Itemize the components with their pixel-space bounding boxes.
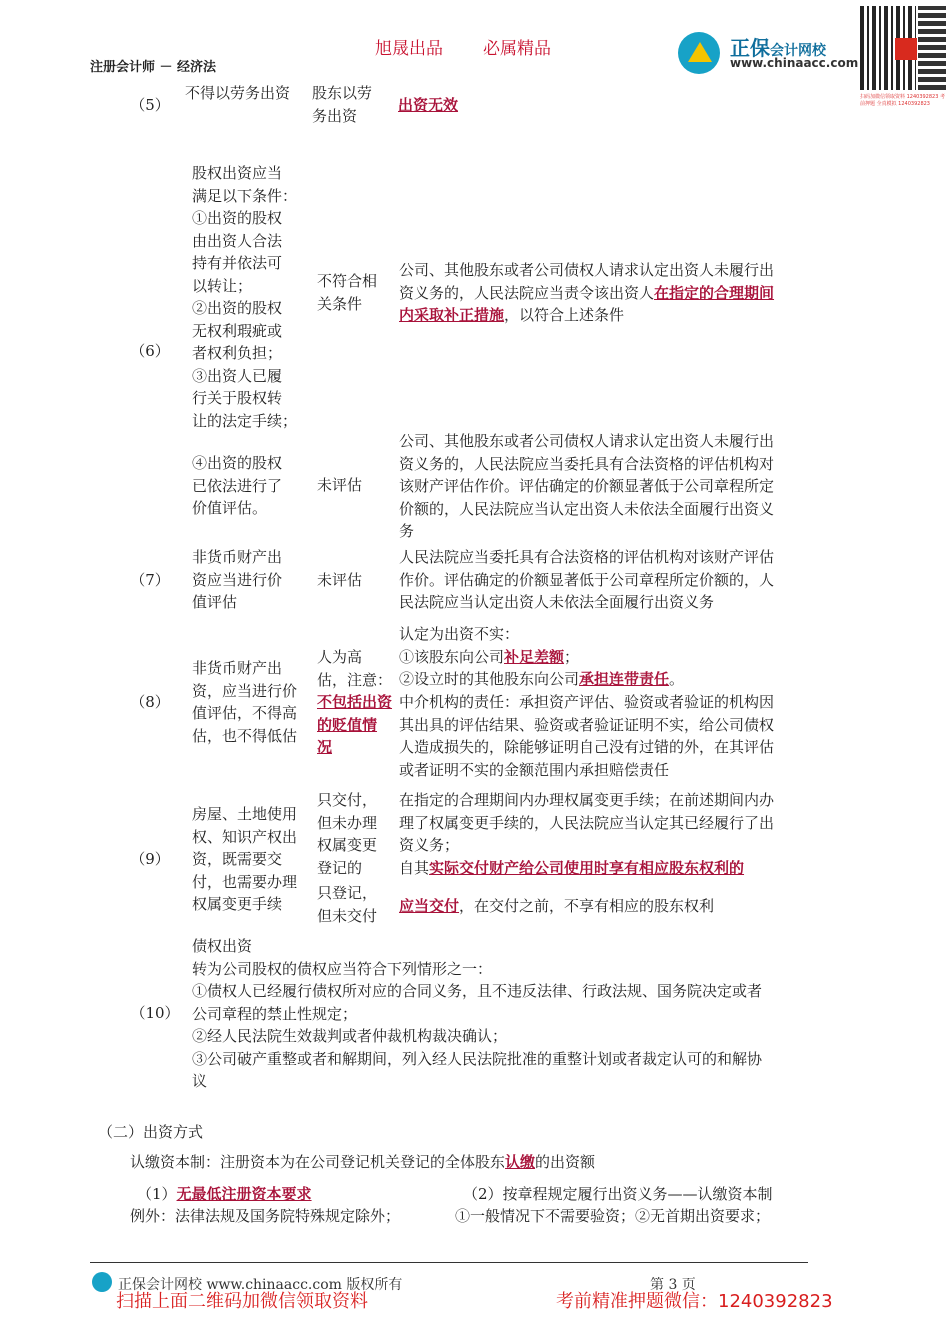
condition-cell [192, 546, 304, 614]
cond-line: 者权利负担； [192, 344, 283, 362]
row-number: （10） [130, 1004, 180, 1022]
condition-cell: 不得以劳务出资 [185, 84, 291, 102]
item-2: （2）按章程规定履行出资义务——认缴资本制 [463, 1185, 773, 1203]
result-line [399, 282, 829, 305]
cond-line: 行关于股权转 [192, 389, 283, 407]
condition-cell [192, 162, 304, 432]
case-line: 只交付， [317, 791, 378, 809]
case-cell: 未评估 [317, 571, 363, 589]
row-number: （7） [130, 571, 170, 589]
highlight-text: 无最低注册资本要求 [176, 1185, 312, 1203]
footer-logo-icon [92, 1272, 112, 1292]
result-line [399, 668, 829, 691]
highlight-text: 补足差额 [504, 647, 565, 666]
cond-line: 非货币财产出 [192, 548, 283, 566]
cond-line: 让的法定手续； [192, 411, 298, 430]
intro-text: 的出资额 [535, 1153, 596, 1171]
item-1 [137, 1183, 312, 1206]
highlight-text: 认缴 [505, 1153, 536, 1171]
exception-note: 例外：法律法规及国务院特殊规定除外； [130, 1207, 401, 1225]
result-text: 。 [669, 670, 685, 688]
footer-copyright: 正保会计网校 www.chinaacc.com 版权所有 [118, 1277, 403, 1293]
cond-line: ①债权人已经履行债权所对应的合同义务，且不违反法律、行政法规、国务院决定或者 [192, 982, 763, 1000]
cond-line: ④出资的股权 [192, 454, 283, 472]
result-line: 价额的，人民法院应当认定出资人未依法全面履行出资义 [399, 499, 775, 518]
result-line: 作价。评估确定的价额显著低于公司章程所定价额的，人 [399, 570, 775, 589]
cond-line: 资，应当进行价 [192, 681, 298, 700]
condition-cell [192, 657, 310, 747]
case-line: 估，注意： [317, 670, 393, 689]
case-cell: 股东以劳务出资 [312, 84, 373, 125]
cond-line: 以转让； [192, 276, 253, 295]
qr-note: 扫码加微信领取资料 1240392823 考前押题 全真模拟 1240392823 [860, 94, 945, 107]
highlight-text: 承担连带责任 [579, 670, 670, 688]
result-text: ，以符合上述条件 [504, 306, 625, 324]
cond-line: ③公司破产重整或者和解期间，列入经人民法院批准的重整计划或者裁定认可的和解协 [192, 1049, 763, 1068]
highlight-text: 实际交付财产给公司使用时享有相应股东权利的 [429, 858, 745, 877]
qr-badge-icon [895, 38, 917, 60]
cond-line: 公司章程的禁止性规定； [192, 1004, 358, 1023]
cond-line: ①出资的股权 [192, 209, 283, 227]
result-text: 自其 [399, 858, 430, 877]
cond-line: 已依法进行了 [192, 476, 283, 495]
result-line: 理了权属变更手续的，人民法院应当认定其已经履行了出 [399, 813, 775, 832]
condition-cell [192, 452, 304, 520]
highlight-text: 况 [317, 738, 333, 756]
brand-logo [678, 28, 858, 78]
highlight-text: 不包括出资 [317, 693, 393, 711]
cond-line: 股权出资应当 [192, 164, 283, 182]
case-line: 关条件 [317, 294, 363, 313]
item-number: （1） [137, 1185, 177, 1203]
cond-line: 无权利瑕疵或 [192, 321, 283, 340]
result-cell [399, 430, 829, 543]
cond-line: 值评估，不得高 [192, 704, 298, 722]
cond-line: 满足以下条件： [192, 186, 298, 205]
document-subtitle: 注册会计师 － 经济法 [90, 60, 217, 75]
cond-line: ②经人民法院生效裁判或者仲裁机构裁决确认； [192, 1027, 508, 1045]
cond-line: ②出资的股权 [192, 299, 283, 317]
case-line: 人为高 [317, 648, 363, 666]
highlight-text: 在指定的合理期间 [654, 283, 775, 302]
result-line: 中介机构的责任：承担资产评估、验资或者验证的机构因 [399, 693, 775, 711]
result-cell [399, 895, 829, 918]
case-line: 权属变更 [317, 836, 378, 854]
section-heading: （二）出资方式 [98, 1123, 204, 1141]
cond-line: 议 [192, 1072, 208, 1090]
cond-line: 权、知识产权出 [192, 827, 298, 846]
footer-divider [90, 1262, 808, 1263]
result-text: 资义务的，人民法院应当责令该出资人 [399, 283, 655, 302]
promo-left: 扫描上面二维码加微信领取资料 [116, 1291, 368, 1312]
result-line: 认定为出资不实： [399, 625, 520, 643]
result-line: 资义务； [399, 836, 460, 854]
result-text: ②设立时的其他股东向公司 [399, 670, 580, 688]
result-line: 务 [399, 522, 415, 540]
result-line [399, 304, 829, 327]
row-number: （9） [130, 850, 170, 868]
qr-strip-icon [918, 6, 946, 90]
cond-line: 转为公司股权的债权应当符合下列情形之一： [192, 959, 493, 978]
result-line: 人造成损失的，除能够证明自己没有过错的外，在其评估 [399, 738, 775, 756]
row-number: （6） [130, 342, 170, 360]
result-line: 其出具的评估结果、验资或者验证证明不实，给公司债权 [399, 715, 775, 734]
page-number: 第 3 页 [650, 1277, 696, 1293]
result-text: ①该股东向公司 [399, 647, 505, 666]
item-2-detail: ①一般情况下不需要验资；②无首期出资要求； [455, 1207, 771, 1225]
result-line: 公司、其他股东或者公司债权人请求认定出资人未履行出 [399, 261, 775, 279]
logo-url: www.chinaacc.com [730, 56, 859, 70]
promo-right: 考前精准押题微信：1240392823 [556, 1291, 833, 1312]
result-line: 人民法院应当委托具有合法资格的评估机构对该财产评估 [399, 548, 775, 566]
case-line: 只登记， [317, 884, 378, 902]
case-cell [317, 789, 397, 879]
cond-line: 债权出资 [192, 937, 253, 955]
cond-line: 由出资人合法 [192, 231, 283, 250]
header-slogan [375, 34, 591, 59]
highlight-text: 内采取补正措施 [399, 306, 505, 324]
result-line: 该财产评估作价。评估确定的价额显著低于公司章程所定 [399, 477, 775, 495]
case-cell [317, 270, 389, 315]
result-cell [399, 546, 829, 614]
result-line: 在指定的合理期间内办理权属变更手续；在前述期间内办 [399, 791, 775, 809]
case-line: 不符合相 [317, 272, 378, 290]
slogan-right: 必属精品 [483, 39, 551, 59]
result-line: 民法院应当认定出资人未依法全面履行出资义务 [399, 593, 715, 611]
cond-line: 付，也需要办理 [192, 872, 298, 891]
case-cell [317, 882, 397, 927]
cond-line: ③出资人已履 [192, 366, 283, 385]
row-number: （5） [130, 96, 170, 114]
result-line [399, 646, 829, 669]
result-cell [399, 789, 829, 879]
result-cell: 出资无效 [398, 96, 459, 114]
result-line: 公司、其他股东或者公司债权人请求认定出资人未履行出 [399, 432, 775, 450]
result-text: ，在交付之前，不享有相应的股东权利 [459, 897, 715, 915]
logo-name-suffix: 会计网校 [770, 43, 826, 59]
condition-cell [192, 935, 832, 1093]
intro-text: 认缴资本制：注册资本为在公司登记机关登记的全体股东 [130, 1153, 506, 1171]
highlight-text: 应当交付 [399, 897, 460, 915]
cond-line: 权属变更手续 [192, 895, 283, 913]
result-cell [399, 691, 829, 781]
case-cell [317, 646, 407, 759]
result-line: 资义务的，人民法院应当委托具有合法资格的评估机构对 [399, 454, 775, 473]
row-number: （8） [130, 693, 170, 711]
cond-line: 资应当进行价 [192, 570, 283, 589]
case-line: 但未办理 [317, 813, 378, 832]
result-line: 或者证明不实的金额范围内承担赔偿责任 [399, 760, 670, 779]
logo-icon [678, 32, 720, 74]
cond-line: 价值评估。 [192, 499, 268, 517]
case-line: 登记的 [317, 858, 363, 877]
condition-cell [192, 803, 310, 916]
cond-line: 持有并依法可 [192, 254, 283, 272]
result-line [399, 857, 829, 880]
cond-line: 资，既需要交 [192, 850, 283, 868]
cond-line: 非货币财产出 [192, 659, 283, 677]
logo-name: 正保 [730, 36, 770, 60]
case-line: 但未交付 [317, 906, 378, 925]
highlight-text: 的贬值情 [317, 715, 378, 734]
case-cell: 未评估 [317, 476, 363, 494]
result-text: ； [564, 647, 580, 666]
cond-line: 房屋、土地使用 [192, 805, 298, 823]
cond-line: 值评估 [192, 593, 238, 611]
result-cell [399, 623, 829, 691]
slogan-left: 旭晟出品 [375, 39, 443, 59]
section-intro [130, 1151, 595, 1174]
result-cell [399, 259, 829, 327]
cond-line: 估，也不得低估 [192, 726, 298, 745]
